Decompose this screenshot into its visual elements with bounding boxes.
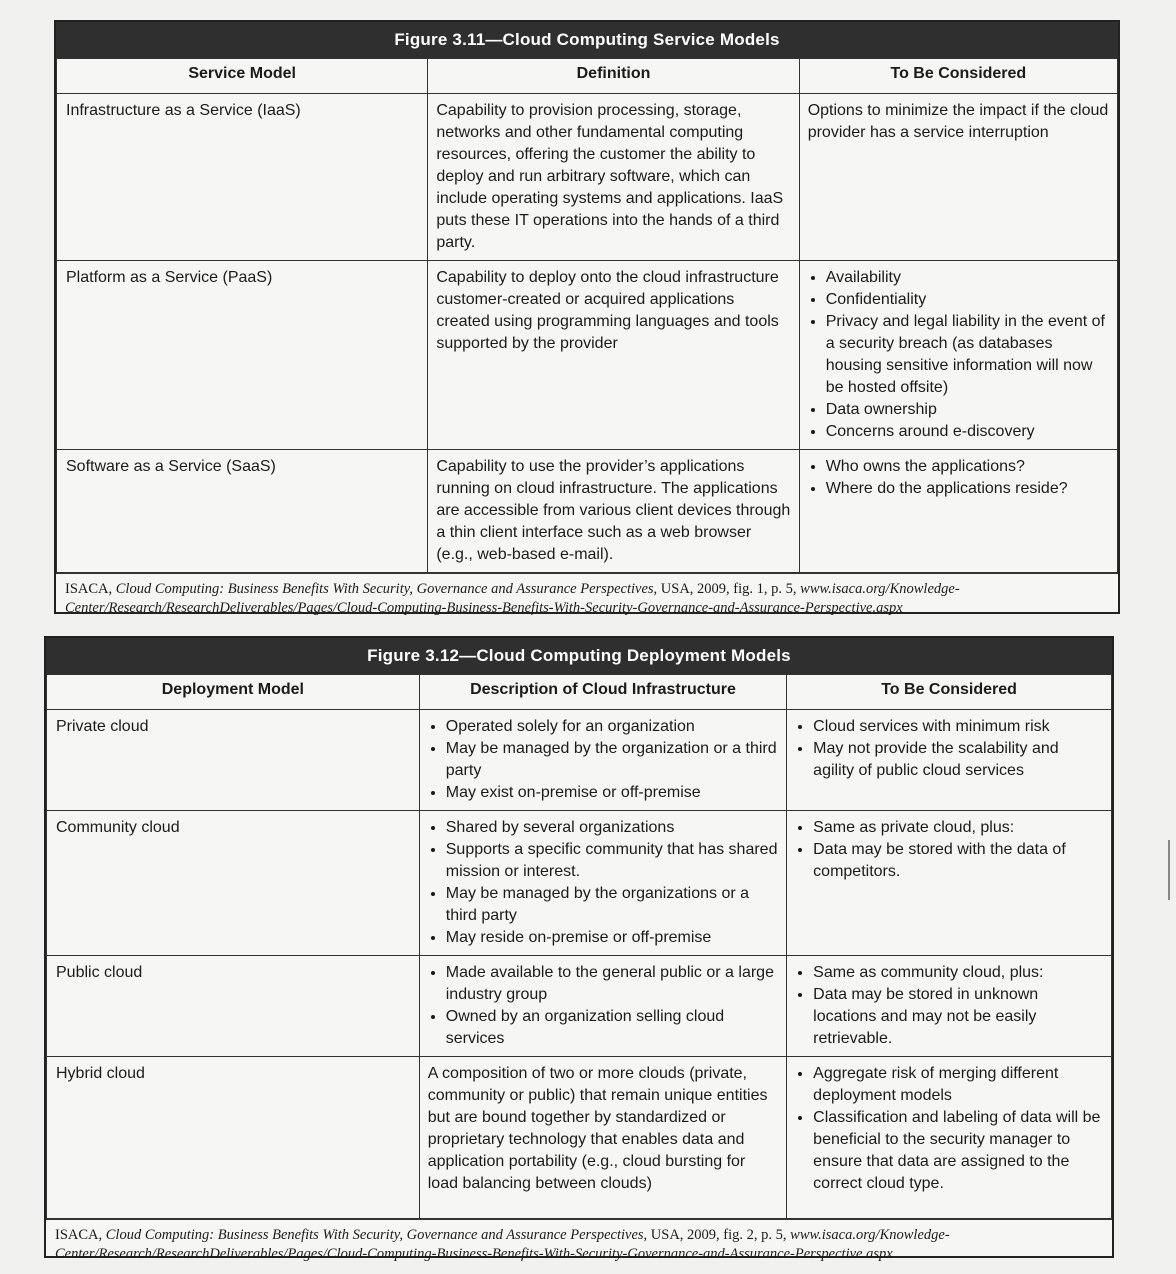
list-item: • Operated solely for an organization [446,716,778,738]
list-item: • May be managed by the organizations or a third party [446,883,778,927]
list-item: • Data ownership [826,399,1109,421]
description-cell [419,956,786,1057]
definition-cell: Capability to use the provider’s applications running on cloud infrastructure. The applications are accessible from various client devices through a thin client interface such as a web browser (e.g., web-based e-mail). [428,450,799,573]
considered-cell [787,710,1112,811]
deployment-model-cell: Public cloud [47,956,420,1057]
list-item: • May be managed by the organization or a third party [446,738,778,782]
list-item: • Shared by several organizations [446,817,778,839]
figure-title: Figure 3.11—Cloud Computing Service Models [56,22,1118,58]
list-item: • Cloud services with minimum risk [813,716,1103,738]
column-header: Service Model [57,59,428,94]
list-item: • Privacy and legal liability in the event of a security breach (as databases housing sensitive information will now be hosted offsite) [826,311,1109,399]
list-item: • Concerns around e-discovery [826,421,1109,443]
citation [46,1219,1112,1270]
deployment-models-table [46,674,1112,1219]
table-row [47,811,1112,956]
description-cell [419,811,786,956]
considered-cell [799,261,1117,450]
column-header: Definition [428,59,799,94]
header-row [57,59,1118,94]
service-models-table [56,58,1118,573]
citation-org: ISACA, [55,1227,106,1243]
citation-details: , USA, 2009, fig. 1, p. 5, [653,581,801,597]
table-row [57,450,1118,573]
definition-cell: Capability to deploy onto the cloud infrastructure customer-created or acquired applications created using programming languages and tools supported by the provider [428,261,799,450]
bullet-list [808,267,1109,443]
list-item: • Data may be stored with the data of competitors. [813,839,1103,883]
list-item: • Owned by an organization selling cloud services [446,1006,778,1050]
citation-work: Cloud Computing: Business Benefits With Security, Governance and Assurance Perspectives [115,581,654,597]
considered-cell [787,811,1112,956]
list-item: • Same as private cloud, plus: [813,817,1103,839]
list-item: • Aggregate risk of merging different deployment models [813,1063,1103,1107]
list-item: • Availability [826,267,1109,289]
considered-cell: Options to minimize the impact if the cloud provider has a service interruption [799,94,1117,261]
considered-cell [787,1057,1112,1219]
bullet-list [795,817,1103,883]
service-model-cell: Platform as a Service (PaaS) [57,261,428,450]
table-row [47,1057,1112,1219]
citation-url: www.isaca.org/Knowledge-Center/Research/ResearchDeliverables/Pages/Cloud-Computing-Business-Benefits-With-Security-Governance-and-Assurance-Perspective.aspx [55,1227,950,1262]
deployment-model-cell: Private cloud [47,710,420,811]
bullet-list [795,962,1103,1050]
list-item: • Supports a specific community that has shared mission or interest. [446,839,778,883]
bullet-list [428,817,778,949]
deployment-model-cell: Hybrid cloud [47,1057,420,1219]
service-model-cell: Infrastructure as a Service (IaaS) [57,94,428,261]
table-row [47,710,1112,811]
considered-cell [787,956,1112,1057]
list-item: • Confidentiality [826,289,1109,311]
figure-title: Figure 3.12—Cloud Computing Deployment Models [46,638,1112,674]
bullet-list [428,962,778,1050]
list-item: • Same as community cloud, plus: [813,962,1103,984]
header-row [47,675,1112,710]
column-header: Deployment Model [47,675,420,710]
table-row [57,94,1118,261]
column-header: To Be Considered [799,59,1117,94]
considered-cell [799,450,1117,573]
column-header: To Be Considered [787,675,1112,710]
citation [56,573,1118,624]
list-item: • Data may be stored in unknown locations and may not be easily retrievable. [813,984,1103,1050]
list-item: • May not provide the scalability and agility of public cloud services [813,738,1103,782]
citation-url: www.isaca.org/Knowledge-Center/Research/ResearchDeliverables/Pages/Cloud-Computing-Business-Benefits-With-Security-Governance-and-Assurance-Perspective.aspx [65,581,960,616]
table-row [57,261,1118,450]
bullet-list [795,716,1103,782]
list-item: • May reside on-premise or off-premise [446,927,778,949]
bullet-list [428,716,778,804]
figure-3-12 [44,636,1114,1262]
list-item: • Made available to the general public or a large industry group [446,962,778,1006]
service-model-cell: Software as a Service (SaaS) [57,450,428,573]
deployment-model-cell: Community cloud [47,811,420,956]
bullet-list [795,1063,1103,1195]
description-cell: A composition of two or more clouds (private, community or public) that remain unique entities but are bound together by standardized or proprietary technology that enables data and application portability (e.g., cloud bursting for load balancing between clouds) [419,1057,786,1219]
definition-cell: Capability to provision processing, storage, networks and other fundamental computing resources, offering the customer the ability to deploy and run arbitrary software, which can include operating systems and applications. IaaS puts these IT operations into the hands of a third party. [428,94,799,261]
citation-work: Cloud Computing: Business Benefits With Security, Governance and Assurance Perspectives [105,1227,644,1243]
description-cell [419,710,786,811]
list-item: • Who owns the applications? [826,456,1109,478]
page-edge-mark [1168,840,1170,900]
list-item: • May exist on-premise or off-premise [446,782,778,804]
bullet-list [808,456,1109,500]
citation-org: ISACA, [65,581,116,597]
list-item: • Classification and labeling of data will be beneficial to the security manager to ensure that data are assigned to the correct cloud type. [813,1107,1103,1195]
column-header: Description of Cloud Infrastructure [419,675,786,710]
table-row [47,956,1112,1057]
figure-3-11 [54,20,1120,614]
citation-details: , USA, 2009, fig. 2, p. 5, [643,1227,791,1243]
list-item: • Where do the applications reside? [826,478,1109,500]
